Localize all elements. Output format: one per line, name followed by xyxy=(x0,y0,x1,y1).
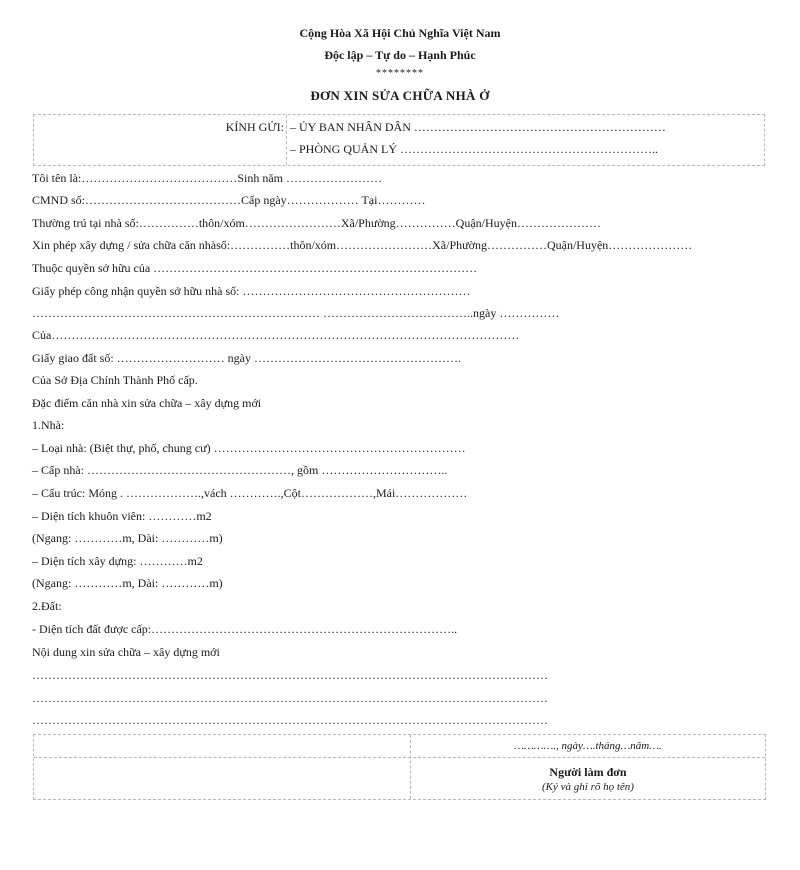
field-structure[interactable]: – Cấu trúc: Móng . ……………….,vách ………….,Cột………………,Mái……………… xyxy=(32,486,468,500)
field-full-name[interactable]: Tôi tên là:…………………………………Sinh năm …………………… xyxy=(32,171,382,185)
field-campus-area[interactable]: – Diện tích khuôn viên: …………m2 xyxy=(32,509,212,523)
field-house-address[interactable]: Xin phép xây dựng / sửa chữa căn nhàsố:……………thôn/xóm……………………Xã/Phường……………Quận/Huyện………………… xyxy=(32,238,693,252)
country-name: Cộng Hòa Xã Hội Chủ Nghĩa Việt Nam xyxy=(299,26,501,40)
field-building-area[interactable]: – Diện tích xây dựng: …………m2 xyxy=(32,554,203,568)
recipient-people-committee[interactable]: – ỦY BAN NHÂN DÂN ……………………………………………………… xyxy=(290,120,666,134)
recipient-box-divider xyxy=(286,115,287,165)
field-campus-dimensions[interactable]: (Ngang: …………m, Dài: …………m) xyxy=(32,531,223,545)
recipient-label: KÍNH GỬI: xyxy=(225,120,284,134)
recipient-box xyxy=(33,114,765,166)
field-ownership-cert[interactable]: Giấy phép công nhận quyền sở hữu nhà số: ………………………………………………… xyxy=(32,284,471,298)
signer-note: (Ký và ghi rõ họ tên) xyxy=(542,781,634,793)
field-building-dimensions[interactable]: (Ngang: …………m, Dài: …………m) xyxy=(32,576,223,590)
field-land-area[interactable]: - Diện tích đất được cấp:………………………………………………………………….. xyxy=(32,622,458,636)
field-repair-content-line-3[interactable]: ………………………………………………………………………………………………………………… xyxy=(32,713,548,727)
field-owner[interactable]: Thuộc quyền sở hữu của ……………………………………………………………………… xyxy=(32,261,478,275)
field-permanent-address[interactable]: Thường trú tại nhà số:……………thôn/xóm……………………Xã/Phường……………Quận/Huyện………………… xyxy=(32,216,602,230)
signature-date[interactable]: …………., ngày….tháng…năm…. xyxy=(514,740,662,752)
signature-box xyxy=(33,734,766,800)
field-house-grade[interactable]: – Cấp nhà: ……………………………………………, gồm ………………………….. xyxy=(32,463,448,477)
field-id-card[interactable]: CMND số:…………………………………Cấp ngày……………… Tại………… xyxy=(32,193,426,207)
section-land-heading: 2.Đất: xyxy=(32,599,62,613)
field-house-type[interactable]: – Loại nhà: (Biệt thự, phố, chung cư) ……………………………………………………… xyxy=(32,441,466,455)
section-house-heading: 1.Nhà: xyxy=(32,418,65,432)
repair-content-heading: Nội dung xin sửa chữa – xây dựng mới xyxy=(32,645,220,659)
field-repair-content-line-1[interactable]: ………………………………………………………………………………………………………………… xyxy=(32,668,548,682)
land-issuer-text: Của Sở Địa Chính Thành Phố cấp. xyxy=(32,373,198,387)
house-features-heading: Đặc điểm căn nhà xin sửa chữa – xây dựng mới xyxy=(32,396,262,410)
field-repair-content-line-2[interactable]: ………………………………………………………………………………………………………………… xyxy=(32,691,548,705)
separator-stars: ******** xyxy=(376,68,424,79)
recipient-management-office[interactable]: – PHÒNG QUẢN LÝ ……………………………………………………….. xyxy=(290,142,658,156)
document-title: ĐƠN XIN SỬA CHỮA NHÀ Ở xyxy=(310,88,490,103)
national-motto: Độc lập – Tự do – Hạnh Phúc xyxy=(324,48,476,62)
signature-box-row-divider xyxy=(34,757,765,758)
field-issued-by[interactable]: Của……………………………………………………………………………………………………… xyxy=(32,328,520,342)
signer-title: Người làm đơn xyxy=(549,765,627,779)
field-ownership-cert-date[interactable]: ……………………………………………………………… ………………………………..ngày …………… xyxy=(32,306,560,320)
field-land-allocation[interactable]: Giấy giao đất số: ……………………… ngày ……………………………………………. xyxy=(32,351,461,365)
